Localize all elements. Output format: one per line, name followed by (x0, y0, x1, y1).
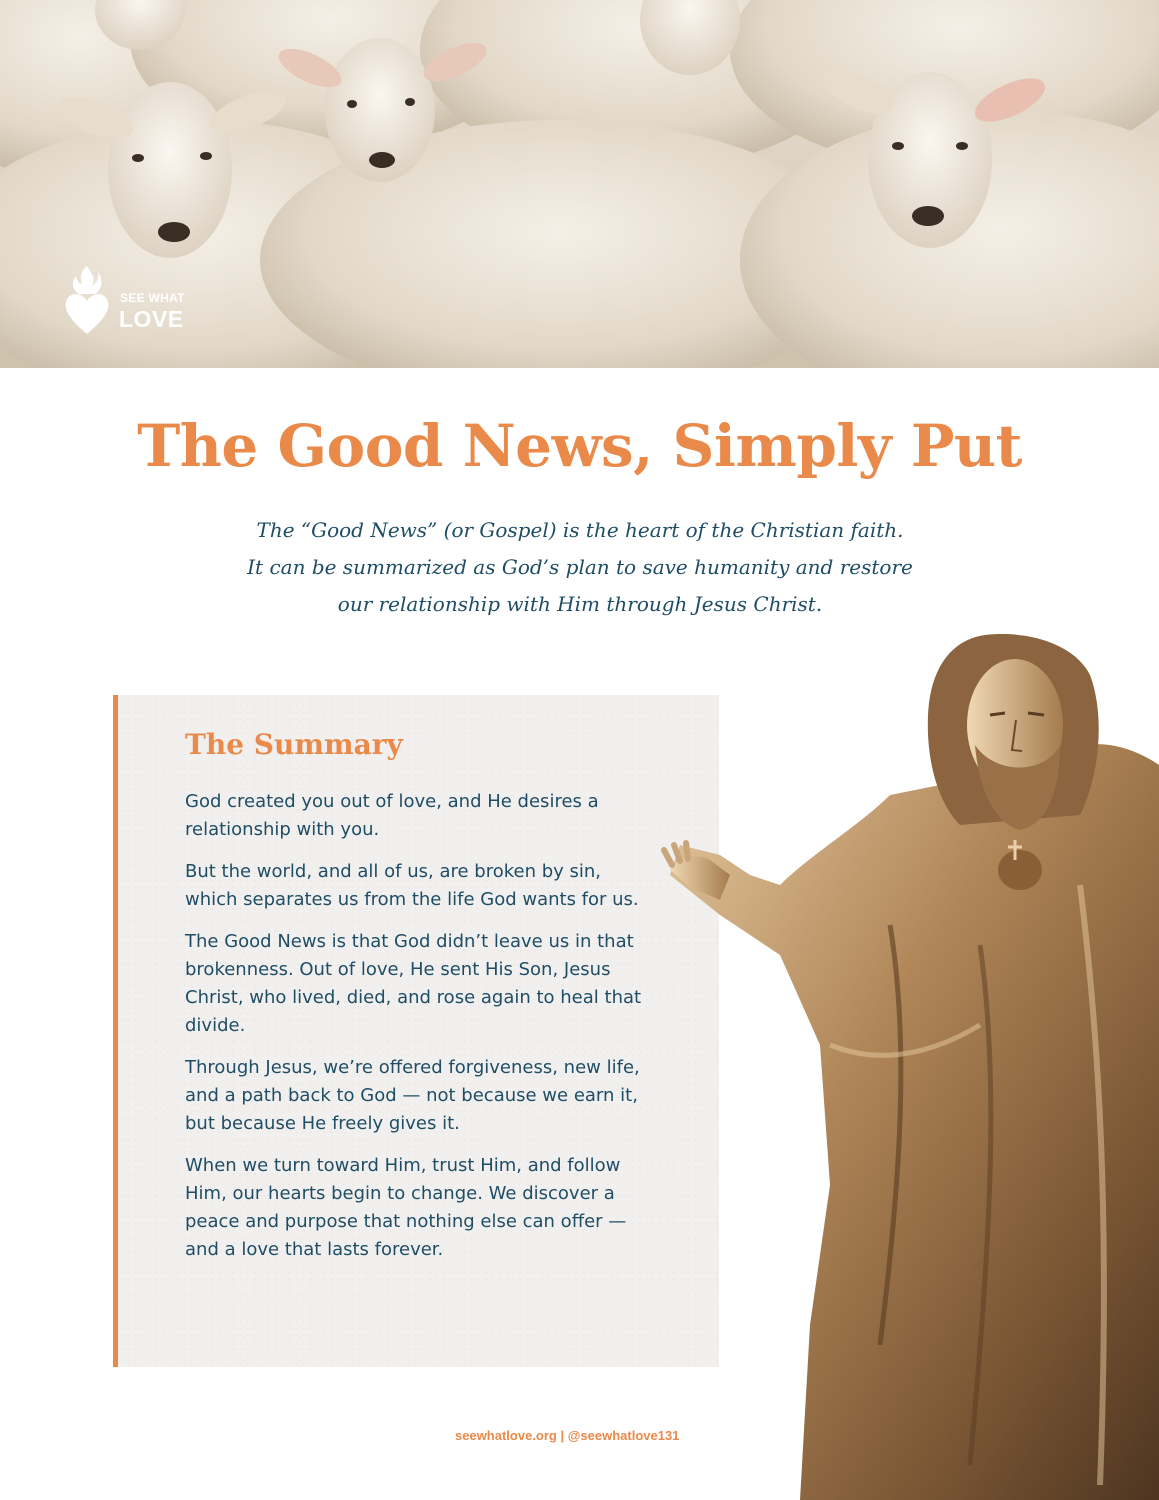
subtitle-line-1: The “Good News” (or Gospel) is the heart of the Christian faith. (256, 518, 904, 542)
flaming-heart-icon (62, 262, 112, 338)
summary-paragraph: When we turn toward Him, trust Him, and follow Him, our hearts begin to change. We discover a peace and purpose that nothing else can offer — and a love that lasts forever. (185, 1155, 627, 1260)
summary-paragraph: God created you out of love, and He desires a relationship with you. (185, 791, 599, 840)
intro-subtitle (140, 512, 1020, 623)
summary-paragraph: But the world, and all of us, are broken by sin, which separates us from the life God wants for us. (185, 861, 639, 910)
summary-paragraph: The Good News is that God didn’t leave us in that brokenness. Out of love, He sent His Son, Jesus Christ, who lived, died, and rose again to heal that divide. (185, 931, 642, 1036)
summary-card (113, 695, 719, 1367)
subtitle-line-2: It can be summarized as God’s plan to save humanity and restore (247, 555, 913, 579)
jesus-statue-image (660, 625, 1159, 1500)
see-what-love-logo[interactable] (62, 262, 212, 338)
summary-body (185, 788, 645, 1278)
page-title: The Good News, Simply Put (137, 412, 1022, 480)
footer-links[interactable]: seewhatlove.org | @seewhatlove131 (455, 1428, 680, 1443)
subtitle-line-3: our relationship with Him through Jesus Christ. (337, 592, 823, 616)
hero-image (0, 0, 1159, 368)
logo-text-small: SEE WHAT (120, 291, 185, 305)
logo-text-big: LOVE (119, 306, 184, 332)
summary-paragraph: Through Jesus, we’re offered forgiveness, new life, and a path back to God — not because we earn it, but because He freely gives it. (185, 1057, 640, 1134)
summary-heading: The Summary (185, 728, 403, 761)
